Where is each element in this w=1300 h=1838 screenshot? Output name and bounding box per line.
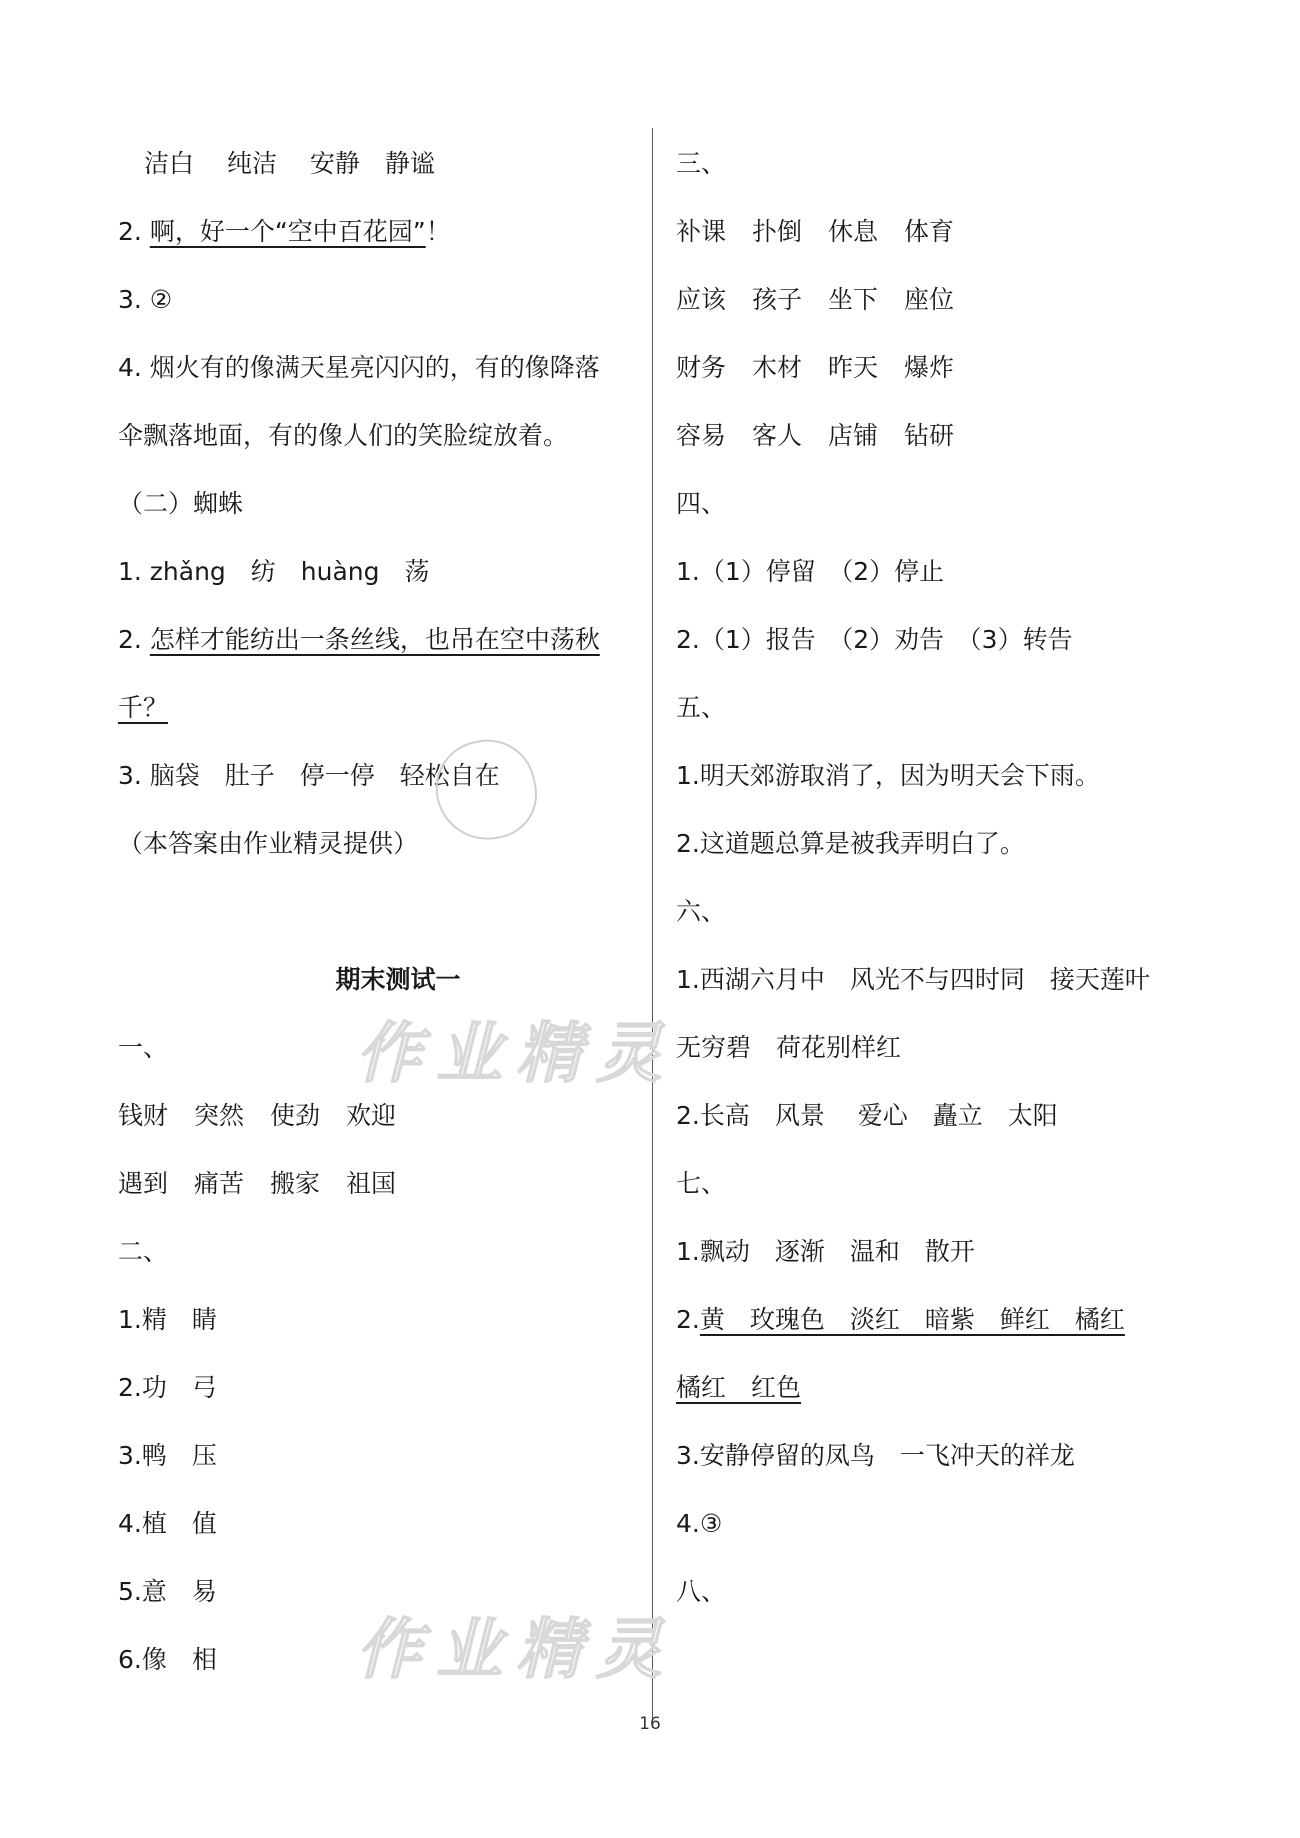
answer-line: 3.鸭 压 [118,1441,217,1470]
underlined-answer: 啊，好一个“空中百花园” [149,217,426,246]
punctuation: ！ [425,217,451,246]
section-title: 期末测试一 [335,965,461,994]
section-heading: 一、 [118,1033,169,1062]
underlined-answer: 黄 玫瑰色 淡红 暗紫 鲜红 橘红 [699,1305,1125,1334]
word-row [676,266,1196,334]
answer-line: 无穷碧 荷花别样红 [676,1033,902,1062]
word: 休息 [828,217,879,246]
answer-line [118,674,638,742]
answer-line: 6.像 相 [118,1645,217,1674]
answer-line [118,198,638,266]
answer-line: 1.精 睛 [118,1305,217,1334]
word: 体育 [904,217,955,246]
word: 扑倒 [752,217,803,246]
word: 钱财 [118,1101,169,1130]
word-row [676,198,1196,266]
section-heading: 三、 [676,149,727,178]
answer-line: 4.植 值 [118,1509,217,1538]
answer-line [676,1286,1196,1354]
section-heading: 二、 [118,1237,169,1266]
answer-line: 2.功 弓 [118,1373,217,1402]
word: 容易 [676,421,727,450]
answer-line: 5.意 易 [118,1577,217,1606]
underlined-answer: 橘红 红色 [676,1373,802,1402]
item-number: 2. [118,217,150,246]
word: 补课 [676,217,727,246]
answer-line: 1.（1）停留 （2）停止 [676,557,945,586]
section-heading: 六、 [676,897,727,926]
answer-line: 3.安静停留的凤鸟 一飞冲天的祥龙 [676,1441,1075,1470]
answer-line: 3. ② [118,285,173,314]
underlined-answer: 怎样才能纺出一条丝线，也吊在空中荡秋 [149,625,600,654]
watermark-text: 作业精灵 [356,1014,676,1092]
answer-line: 1. zhǎng 纺 huàng 荡 [118,557,430,586]
answer-line: 2.这道题总算是被我弄明白了。 [676,829,1025,858]
word-row [676,402,1196,470]
source-note: （本答案由作业精灵提供） [118,829,419,858]
item-number: 2. [118,625,150,654]
answer-line: 4. 烟火有的像满天星亮闪闪的，有的像降落 [118,353,600,382]
answer-line: 2.（1）报告 （2）劝告 （3）转告 [676,625,1073,654]
word: 钻研 [904,421,955,450]
word: 痛苦 [194,1169,245,1198]
word: 突然 [194,1101,245,1130]
column-divider [652,128,653,1728]
word: 祖国 [346,1169,397,1198]
answer-line [676,1354,1196,1422]
word: 客人 [752,421,803,450]
answer-line: 1.明天郊游取消了，因为明天会下雨。 [676,761,1100,790]
left-column [118,130,638,1694]
word-row [118,1150,638,1218]
answer-line: 4.③ [676,1509,723,1538]
word: 遇到 [118,1169,169,1198]
answer-line: 伞飘落地面，有的像人们的笑脸绽放着。 [118,421,569,450]
section-heading: 八、 [676,1577,727,1606]
answer-line [118,606,638,674]
page-number: 16 [639,1714,661,1734]
answer-line: 3. 脑袋 肚子 停一停 轻松自在 [118,761,500,790]
section-heading: 四、 [676,489,727,518]
word: 使劲 [270,1101,321,1130]
right-column [676,130,1196,1626]
word: 木材 [752,353,803,382]
word: 爆炸 [904,353,955,382]
word: 财务 [676,353,727,382]
underlined-answer: 千？ [118,693,169,722]
answer-line: 1.西湖六月中 风光不与四时同 接天莲叶 [676,965,1150,994]
word: 欢迎 [346,1101,397,1130]
word-row [676,334,1196,402]
word: 应该 [676,285,727,314]
answer-line: 洁白 纯洁 安静 静谧 [144,149,435,178]
word: 昨天 [828,353,879,382]
word: 店铺 [828,421,879,450]
section-heading: 五、 [676,693,727,722]
word: 搬家 [270,1169,321,1198]
word: 孩子 [752,285,803,314]
word: 坐下 [828,285,879,314]
item-number: 2. [676,1305,700,1334]
answer-line: 1.飘动 逐渐 温和 散开 [676,1237,975,1266]
section-heading: 七、 [676,1169,727,1198]
word: 座位 [904,285,955,314]
answer-line: 2.长高 风景 爱心 矗立 太阳 [676,1101,1058,1130]
subsection-heading: （二）蜘蛛 [118,489,244,518]
watermark-text: 作业精灵 [356,1610,676,1688]
